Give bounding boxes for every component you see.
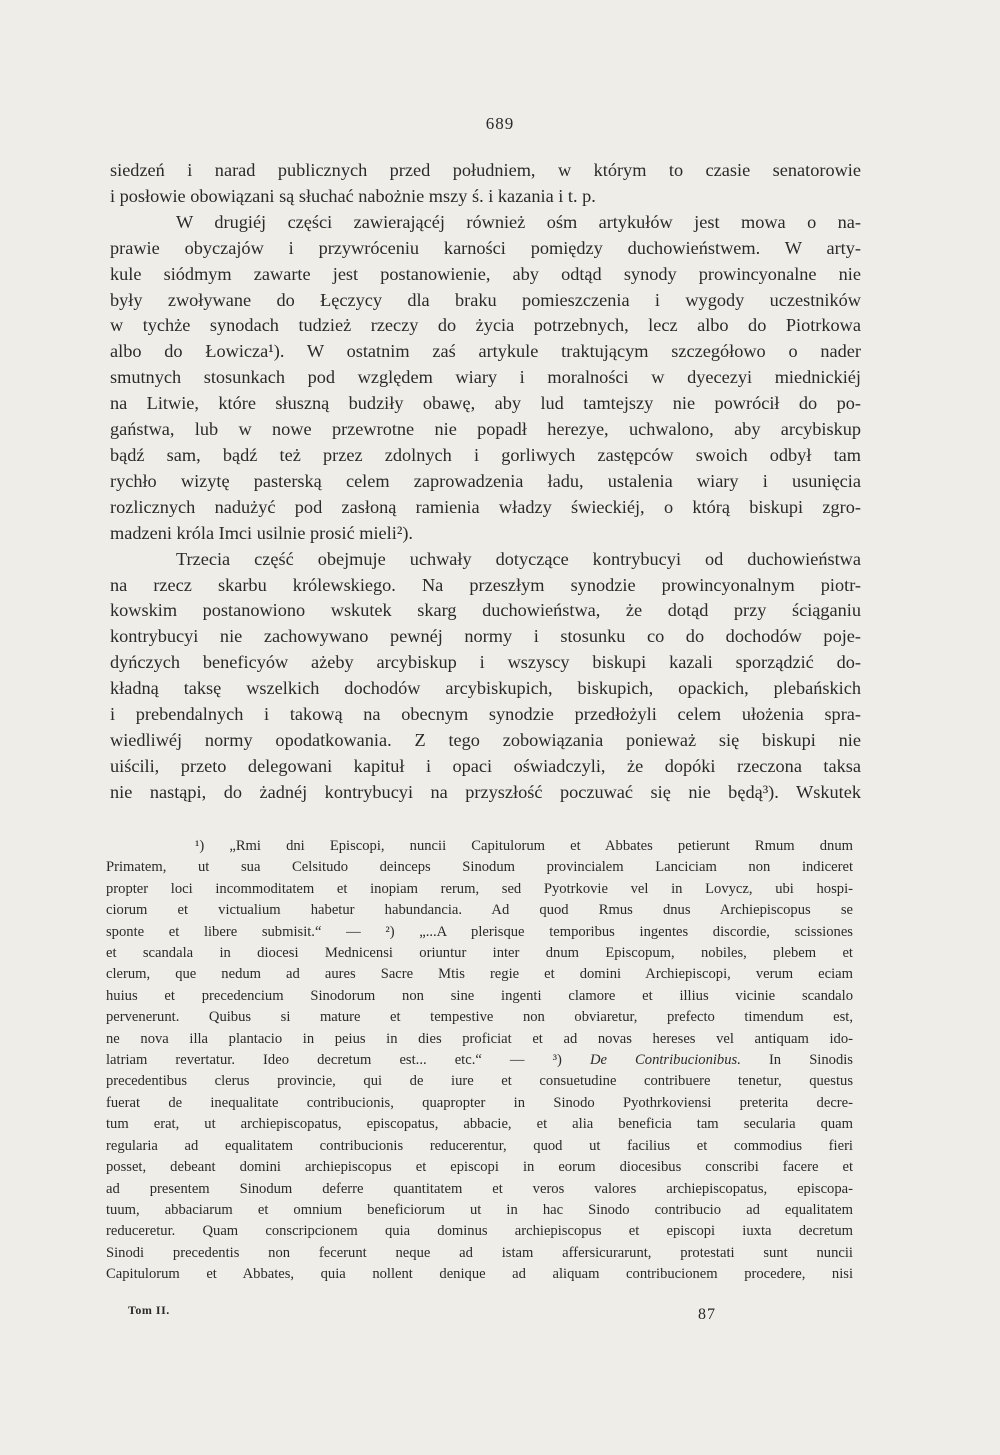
footnote-line: Sinodi precedentis non fecerunt neque ad istam affersicurarunt, protestati sunt nuncii [106, 1244, 853, 1261]
footnotes [106, 836, 853, 1286]
footnote-line: ¹) „Rmi dni Episcopi, nuncii Capitulorum et Abbates petierunt Rmum dnum [195, 838, 853, 854]
text-line: albo do Łowicza¹). W ostatnim zaś artykule traktującym szczegółowo o nader [110, 341, 861, 362]
text-line: smutnych stosunkach pod względem wiary i moralności w dyecezyi miednickiéj [110, 367, 861, 388]
footnote-line: Capitulorum et Abbates, quia nollent denique ad aliquam contribucionem procedere, nisi [106, 1266, 853, 1283]
text-line: dyńczych beneficyów ażeby arcybiskup i wszyscy biskupi kazali sporządzić do- [110, 652, 861, 673]
footnote-line-start: latriam revertatur. Ideo decretum est... etc.“ — ³) [106, 1052, 562, 1069]
text-line: rozlicznych nadużyć pod zasłoną ramienia władzy świeckiéj, o którą biskupi zgro- [110, 496, 861, 517]
footnote-line-with-italic [106, 1050, 853, 1071]
sheet-number: 87 [698, 1306, 716, 1323]
footnote-line: tuum, abbaciarum et omnium beneficiorum ut in hac Sinodo contribucio ad equalitatem [106, 1201, 853, 1218]
text-line: siedzeń i narad publicznych przed południem, w którym to czasie senatorowie [110, 160, 861, 180]
text-line: w tychże synodach tudzież rzeczy do życia potrzebnych, lecz albo do Piotrkowa [110, 315, 861, 336]
text-line: rychło wizytę pasterską celem zaprowadzenia ładu, ustalenia wiary i usunięcia [110, 470, 861, 491]
text-line: gaństwa, lub w nowe przewrotne nie popadł herezye, uchwalono, aby arcybiskup [110, 419, 861, 440]
footnote-line: sponte et libere submisit.“ — ²) „...A plerisque temporibus ingentes discordie, scissiones [106, 923, 853, 940]
italic-heading: De Contribucionibus. [589, 1052, 741, 1069]
main-text [110, 158, 861, 806]
text-line: nie nastąpi, do żadnéj kontrybucyi na przyszłość poczuwać się nie będą³). Wskutek [110, 781, 861, 802]
text-line: prawie obyczajów i przywróceniu karności pomiędzy duchowieństwem. W arty- [110, 237, 861, 258]
text-line: były zwoływane do Łęczycy dla braku pomieszczenia i wygody uczestników [110, 289, 861, 310]
footnote-line: huius et precedencium Sinodorum non sine ingenti clamore et illius vicinie scandalo [106, 987, 853, 1004]
footnote-line: precedentibus clerus provincie, qui de iure et consuetudine contribuere tenetur, questus [106, 1073, 853, 1090]
footnote-line: et scandala in diocesi Mednicensi oriuntur inter dnum Episcopum, nobiles, plebem et [106, 945, 853, 962]
footnote-line: regularia ad equalitatem contribucionis reducerentur, quod ut facilius et commodius fieri [106, 1137, 853, 1154]
footnote-line: fuerat de inequalitate contribucionis, quapropter in Sinodo Pyothrkoviensi preterita decre- [106, 1094, 853, 1111]
page-number: 689 [485, 114, 515, 133]
text-line: uiścili, przeto delegowani kapituł i opaci oświadczyli, że dopóki rzeczona taksa [110, 755, 861, 776]
volume-label: Tom II. [128, 1303, 170, 1317]
text-line: i prebendalnych i takową na obecnym synodzie przedłożyli celem ułożenia spra- [110, 704, 861, 725]
text-line: kontrybucyi nie zachowywano pewnéj normy i stosunku co do dochodów poje- [110, 626, 861, 647]
text-line: W drugiéj części zawierającéj również ośm artykułów jest mowa o na- [176, 211, 861, 232]
footnote-line: ciorum et victualium habetur habundancia. Ad quod Rmus dnus Archiepiscopus se [106, 902, 853, 919]
text-line: madzeni króla Imci usilnie prosić mieli²). [110, 522, 413, 543]
footnote-line: ad presentem Sinodum deferre quantitatem et veros valores archiepiscopatus, episcopa- [106, 1180, 853, 1197]
text-line: Trzecia część obejmuje uchwały dotyczące kontrybucyi od duchowieństwa [176, 548, 861, 569]
footnote-line: propter loci incommoditatem et inopiam rerum, sed Pyotrkovie vel in Lovycz, ubi hospi- [106, 880, 853, 897]
text-line: na Litwie, które słuszną budziły obawę, aby lud tamtejszy nie powrócił do po- [110, 393, 861, 414]
footnote-line-end: In Sinodis [740, 1052, 853, 1069]
text-line: kowskim postanowiono wskutek skarg duchowieństwa, że dotąd przy ściąganiu [110, 600, 861, 621]
footnote-line: clerum, que nedum ad aures Sacre Mtis regie et domini Archiepiscopi, verum eciam [106, 966, 853, 983]
text-line: wiedliwéj normy opodatkowania. Z tego zobowiązania ponieważ się biskupi nie [110, 729, 861, 750]
text-line: kule siódmym zawarte jest postanowienie, aby odtąd synody prowincyonalne nie [110, 263, 861, 284]
text-line: bądź sam, bądź też przez zdolnych i gorliwych zastępców swoich odbył tam [110, 444, 861, 465]
footnote-line: posset, debeant domini archiepiscopus et episcopi in eorum diocesibus conscribi facere et [106, 1159, 853, 1176]
footnote-line: pervenerunt. Quibus si mature et tempestive non obviaretur, prefecto timendum est, [106, 1009, 853, 1026]
footnote-line: reduceretur. Quam conscripcionem quia dominus archiepiscopus et episcopi iuxta decretum [106, 1223, 853, 1240]
footnote-line: ne nova illa plantacio in peius in dies proficiat et ad novas hereses vel antiquam ido- [106, 1030, 853, 1047]
text-line: na rzecz skarbu królewskiego. Na przeszłym synodzie prowincyonalnym piotr- [110, 574, 861, 595]
footnote-line: Primatem, ut sua Celsitudo deinceps Sinodum provincialem Lanciciam non indiceret [106, 859, 853, 876]
footnote-line: tum erat, ut archiepiscopatus, episcopatus, abbacie, et alia beneficia tam secularia quam [106, 1116, 853, 1133]
text-line: kładną taksę wszelkich dochodów arcybiskupich, biskupich, opackich, plebańskich [110, 678, 861, 699]
text-line: i posłowie obowiązani są słuchać nabożnie mszy ś. i kazania i t. p. [110, 185, 596, 206]
